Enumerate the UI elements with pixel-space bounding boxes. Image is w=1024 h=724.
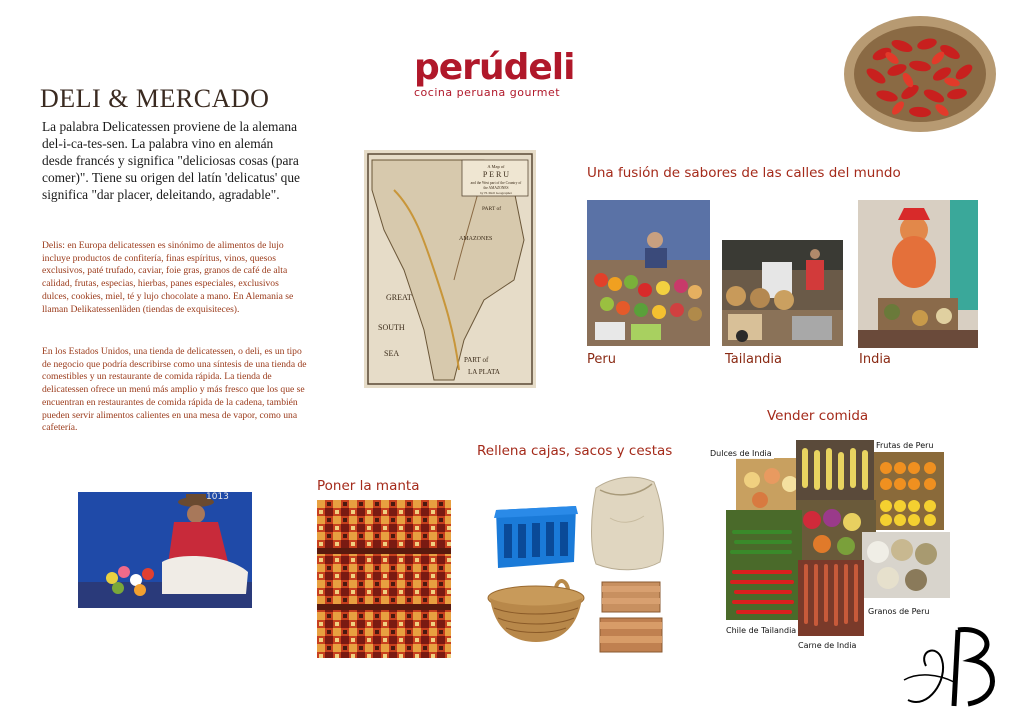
label-granos-de-peru: Granos de Peru [868,607,930,616]
photo-peruvian-woman [78,492,252,608]
logo-word-deli: deli [503,47,575,88]
deli-usa-paragraph: En los Estados Unidos, una tienda de delicatessen, o deli, es un tipo de negocio que podría describirse como una síntesis de una tienda de comestibles y un restaurante de comida rápida. La tienda de delicatessen ofrece un menú más amplio y más fresco que los que se encuentran en restaurantes de comida rápida de la cadena, también pueden servir alimentos calientes en una mesa de vapor, como una cafetería. [42,346,307,434]
label-chile-de-tailandia: Chile de Tailandia [726,626,797,635]
map-label-amazons: AMAZONES [459,236,493,242]
intro-paragraph: La palabra Delicatessen proviene de la alemana del-i-ca-tes-sen. La palabra vino en alemán desde francés y significa "deliciosas cosas (para comer)". Tiene su origen del latín 'delicatus' que significa "dar placer, deleitando, agradable". [42,119,300,202]
map-cartouche-line-4: the AMAZONES [483,186,509,190]
antique-map-peru [364,150,536,388]
logo-word-peru: perú [414,47,504,88]
map-cartouche-line-1: A Map of [487,164,505,169]
perudeli-logo [414,48,589,104]
rellena-heading: Rellena cajas, sacos y cestas [477,443,673,459]
map-cartouche-line-3: and the West part of the Country of [470,181,522,185]
map-label-part: PART of [482,206,502,212]
deli-europe-paragraph: Delis: en Europa delicatessen es sinónimo de alimentos de lujo incluye productos de confitería, finas espíritus, vinos, quesos exclusivos, paté trufado, caviar, foie gras, granos de café de alta calidad, frutas, especias, hierbas, panes especiales, exclusivos dulces, cookies, miel, té y lujo chocolate a mano. En Alemania se llaman Delikatessenläden (tiendas de exquisiteces). [42,240,294,315]
manta-heading: Poner la manta [317,478,420,494]
caption-india: India [859,352,891,367]
map-label-part-of: PART of [464,356,489,364]
map-cartouche-line-2: P E R U [482,170,510,179]
photo-market-peru [587,200,710,346]
monogram-b [898,620,1008,716]
label-carne-de-india: Carne de India [798,641,857,650]
fusion-heading: Una fusión de sabores de las calles del mundo [587,165,901,181]
label-dulces-de-india: Dulces de India [710,449,772,458]
burlap-sack-photo [586,468,668,572]
chili-basket-photo [842,14,998,134]
label-frutas-de-peru: Frutas de Peru [876,441,934,450]
woven-blanket-photo [317,500,451,658]
page-title: DELI & MERCADO [40,84,270,113]
wooden-crate-photo [598,578,664,656]
map-label-la-plata: LA PLATA [468,368,500,376]
caption-tailandia: Tailandia [725,352,783,367]
blue-crate-photo [490,496,582,576]
caption-peru: Peru [587,352,616,367]
map-label-great: GREAT [386,293,412,302]
photo-number: 1013 [206,492,229,502]
photo-market-thailand [722,240,843,346]
map-cartouche-line-5: by H. Moll Geographer [480,191,512,195]
vender-heading: Vender comida [767,408,869,424]
map-label-sea: SEA [384,349,400,358]
logo-tagline: cocina peruana gourmet [414,86,561,99]
photo-market-india [858,200,978,348]
map-label-south: SOUTH [378,323,405,332]
wicker-basket-photo [484,576,588,648]
